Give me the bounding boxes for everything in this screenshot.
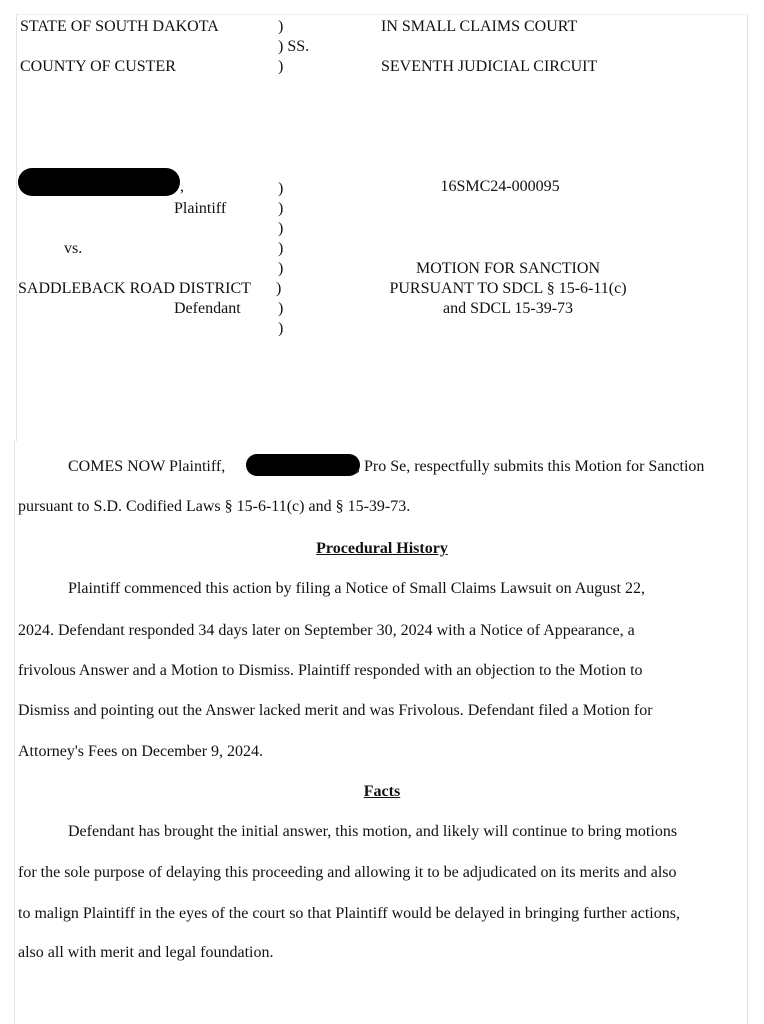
caption-paren: ) — [278, 260, 284, 277]
facts-heading: Facts — [363, 783, 401, 800]
defendant-name: SADDLEBACK ROAD DISTRICT — [18, 280, 251, 297]
vs-label: vs. — [64, 240, 83, 257]
court-label: IN SMALL CLAIMS COURT — [381, 18, 578, 35]
intro-line-2: pursuant to S.D. Codified Laws § 15-6-11(c) and § 15-39-73. — [18, 498, 411, 515]
procedural-history-line: 2024. Defendant responded 34 days later on September 30, 2024 with a Notice of Appearance, a — [18, 622, 635, 639]
procedural-history-heading: Procedural History — [316, 540, 448, 557]
caption-paren: ) — [278, 300, 284, 317]
motion-title-line-2: PURSUANT TO SDCL § 15-6-11(c) — [389, 280, 627, 297]
caption-paren: ) — [278, 320, 284, 337]
caption-paren: ) — [278, 180, 284, 197]
case-number: 16SMC24-000095 — [440, 178, 560, 195]
redacted-plaintiff-name — [18, 168, 180, 196]
caption-paren: ) — [278, 240, 284, 257]
caption-paren: ) — [278, 18, 284, 35]
motion-title-line-3: and SDCL 15-39-73 — [442, 300, 574, 317]
caption-page — [16, 14, 748, 441]
procedural-history-line: frivolous Answer and a Motion to Dismiss. Plaintiff responded with an objection to the Motion to — [18, 662, 643, 679]
facts-line: also all with merit and legal foundation. — [18, 944, 274, 961]
ss-label: ) SS. — [278, 38, 310, 55]
procedural-history-line: Dismiss and pointing out the Answer lacked merit and was Frivolous. Defendant filed a Motion for — [18, 702, 653, 719]
plaintiff-label: Plaintiff — [174, 200, 227, 217]
facts-line: for the sole purpose of delaying this proceeding and allowing it to be adjudicated on its merits and also — [18, 864, 677, 881]
county-label: COUNTY OF CUSTER — [20, 58, 176, 75]
circuit-label: SEVENTH JUDICIAL CIRCUIT — [381, 58, 598, 75]
intro-line-1b: , Pro Se, respectfully submits this Motion for Sanction — [356, 458, 705, 475]
facts-line: Defendant has brought the initial answer, this motion, and likely will continue to bring motions — [68, 823, 678, 840]
facts-line: to malign Plaintiff in the eyes of the court so that Plaintiff would be delayed in bringing further actions, — [18, 905, 680, 922]
redacted-plaintiff-name — [246, 454, 360, 476]
caption-paren: ) — [278, 220, 284, 237]
procedural-history-line: Attorney's Fees on December 9, 2024. — [18, 743, 264, 760]
state-label: STATE OF SOUTH DAKOTA — [20, 18, 219, 35]
caption-paren: ) — [278, 200, 284, 217]
motion-title-line-1: MOTION FOR SANCTION — [415, 260, 600, 277]
plaintiff-comma: , — [180, 178, 184, 195]
caption-paren: ) — [278, 58, 284, 75]
defendant-label: Defendant — [174, 300, 241, 317]
procedural-history-line: Plaintiff commenced this action by filing a Notice of Small Claims Lawsuit on August 22, — [68, 580, 645, 597]
caption-paren: ) — [276, 280, 282, 297]
body-page — [14, 440, 748, 1024]
intro-line-1a: COMES NOW Plaintiff, — [68, 458, 226, 475]
